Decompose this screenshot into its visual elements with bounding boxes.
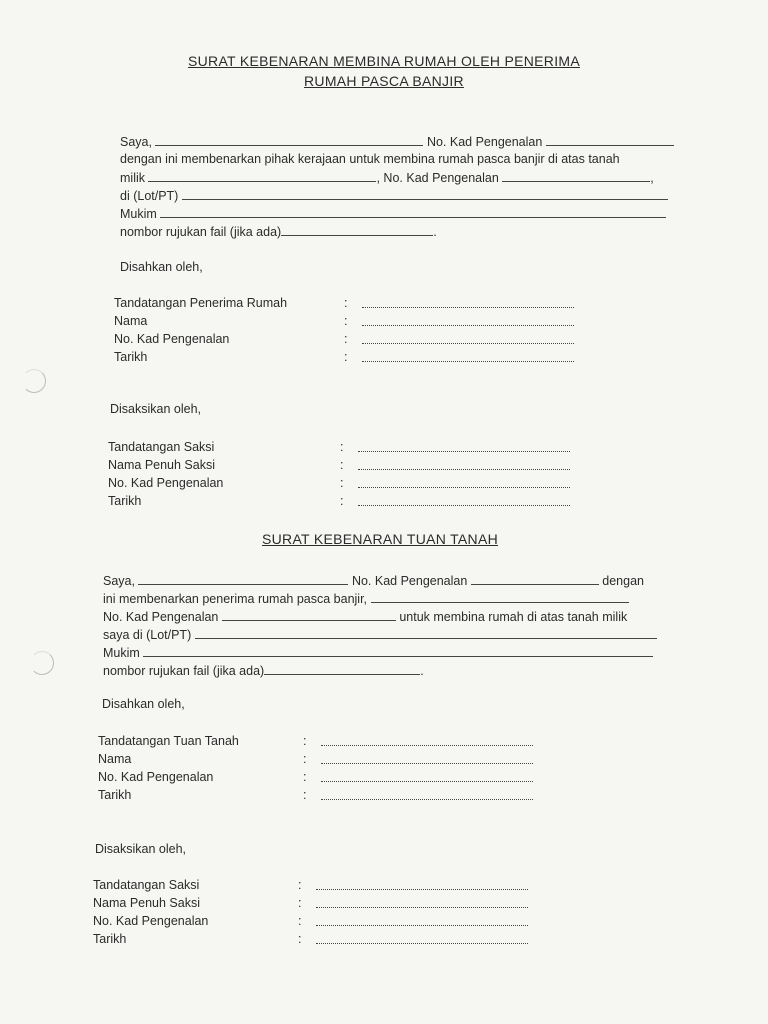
row-label: No. Kad Pengenalan — [93, 914, 209, 928]
rujukan-blank[interactable] — [264, 663, 420, 675]
row-colon: : — [303, 788, 307, 802]
line3-tail: untuk membina rumah di atas tanah milik — [399, 610, 628, 624]
name-blank[interactable] — [155, 134, 423, 146]
recipient-blank[interactable] — [371, 591, 629, 603]
fill-in-field[interactable] — [321, 789, 533, 800]
signature-row — [93, 914, 528, 928]
lot-blank[interactable] — [182, 188, 668, 200]
saya-label: Saya, — [103, 574, 135, 588]
form2-line-mukim — [103, 645, 653, 660]
form2-line-saya — [103, 573, 644, 588]
rujukan-label: nombor rujukan fail (jika ada) — [120, 225, 282, 239]
signature-row — [114, 314, 574, 328]
row-label: Nama — [114, 314, 148, 328]
ic-label-2: No. Kad Pengenalan — [103, 610, 219, 624]
row-label: Tandatangan Penerima Rumah — [114, 296, 288, 310]
comma: , — [650, 171, 654, 185]
rujukan-blank[interactable] — [281, 224, 433, 236]
signature-row — [93, 932, 528, 946]
signature-row — [93, 896, 528, 910]
form1-disaksikan: Disaksikan oleh, — [110, 402, 202, 416]
form1-line-mukim — [120, 206, 666, 221]
mukim-blank[interactable] — [160, 206, 666, 218]
period: . — [433, 225, 437, 239]
fill-in-field[interactable] — [316, 879, 528, 890]
form2-disaksikan: Disaksikan oleh, — [95, 842, 187, 856]
row-colon: : — [298, 932, 302, 946]
row-label: Nama — [98, 752, 132, 766]
signature-row — [108, 440, 570, 454]
row-colon: : — [344, 314, 348, 328]
signature-row — [98, 770, 533, 784]
form1-title-line2: RUMAH PASCA BANJIR — [304, 73, 464, 89]
form2-title: SURAT KEBENARAN TUAN TANAH — [262, 531, 498, 547]
signature-row — [98, 734, 533, 748]
ic-label-2: , No. Kad Pengenalan — [376, 171, 499, 185]
signature-row — [98, 788, 533, 802]
fill-in-field[interactable] — [362, 297, 574, 308]
fill-in-field[interactable] — [316, 915, 528, 926]
row-label: No. Kad Pengenalan — [108, 476, 224, 490]
row-label: Nama Penuh Saksi — [108, 458, 216, 472]
row-label: Tarikh — [93, 932, 127, 946]
ic-label: No. Kad Pengenalan — [351, 574, 468, 588]
signature-row — [98, 752, 533, 766]
row-label: Nama Penuh Saksi — [93, 896, 201, 910]
form1-line-lot — [120, 188, 668, 203]
row-colon: : — [340, 494, 344, 508]
mukim-label: Mukim — [120, 207, 157, 221]
row-label: Tarikh — [108, 494, 142, 508]
signature-row — [114, 296, 574, 310]
row-label: No. Kad Pengenalan — [114, 332, 230, 346]
row-label: Tandatangan Saksi — [108, 440, 215, 454]
form1-line-rujukan — [120, 224, 437, 239]
fill-in-field[interactable] — [316, 897, 528, 908]
row-colon: : — [344, 296, 348, 310]
signature-row — [108, 494, 570, 508]
form1-line-2: dengan ini membenarkan pihak kerajaan untuk membina rumah pasca banjir di atas tanah — [120, 152, 620, 166]
row-colon: : — [298, 896, 302, 910]
owner-ic-blank[interactable] — [502, 170, 650, 182]
form2-line-2 — [103, 591, 629, 606]
form1-line-milik — [120, 170, 654, 185]
fill-in-field[interactable] — [358, 441, 570, 452]
row-colon: : — [303, 734, 307, 748]
period: . — [420, 664, 424, 678]
fill-in-field[interactable] — [362, 315, 574, 326]
lot-blank[interactable] — [195, 627, 657, 639]
fill-in-field[interactable] — [316, 933, 528, 944]
row-label: No. Kad Pengenalan — [98, 770, 214, 784]
fill-in-field[interactable] — [321, 753, 533, 764]
ic-label: No. Kad Pengenalan — [426, 135, 543, 149]
form2-disahkan: Disahkan oleh, — [102, 697, 185, 711]
signature-row — [108, 458, 570, 472]
row-colon: : — [298, 878, 302, 892]
dengan-label: dengan — [602, 574, 644, 588]
form1-disahkan: Disahkan oleh, — [120, 260, 203, 274]
form2-line-rujukan — [103, 663, 424, 678]
fill-in-field[interactable] — [362, 351, 574, 362]
row-colon: : — [303, 752, 307, 766]
form2-line-3 — [103, 609, 627, 624]
row-colon: : — [340, 440, 344, 454]
signature-row — [108, 476, 570, 490]
fill-in-field[interactable] — [321, 735, 533, 746]
row-colon: : — [340, 476, 344, 490]
row-label: Tandatangan Saksi — [93, 878, 200, 892]
form2-line-lot — [103, 627, 657, 642]
owner-blank[interactable] — [148, 170, 376, 182]
mukim-label: Mukim — [103, 646, 140, 660]
row-colon: : — [340, 458, 344, 472]
name-blank[interactable] — [138, 573, 348, 585]
fill-in-field[interactable] — [362, 333, 574, 344]
row-label: Tandatangan Tuan Tanah — [98, 734, 239, 748]
mukim-blank[interactable] — [143, 645, 653, 657]
signature-row — [114, 350, 574, 364]
rujukan-label: nombor rujukan fail (jika ada) — [103, 664, 265, 678]
ic-blank[interactable] — [471, 573, 599, 585]
signature-row — [93, 878, 528, 892]
row-colon: : — [298, 914, 302, 928]
ic-blank[interactable] — [546, 134, 674, 146]
saya-label: Saya, — [120, 135, 152, 149]
row-label: Tarikh — [98, 788, 132, 802]
fill-in-field[interactable] — [358, 459, 570, 470]
recipient-ic-blank[interactable] — [222, 609, 396, 621]
milik-label: milik — [120, 171, 145, 185]
fill-in-field[interactable] — [321, 771, 533, 782]
row-label: Tarikh — [114, 350, 148, 364]
punch-hole-mark — [30, 651, 54, 675]
form1-title-line1: SURAT KEBENARAN MEMBINA RUMAH OLEH PENERIMA — [187, 53, 580, 69]
row-colon: : — [344, 350, 348, 364]
fill-in-field[interactable] — [358, 495, 570, 506]
lot-label: di (Lot/PT) — [120, 189, 179, 203]
row-colon: : — [344, 332, 348, 346]
signature-row — [114, 332, 574, 346]
lot-label: saya di (Lot/PT) — [103, 628, 192, 642]
fill-in-field[interactable] — [358, 477, 570, 488]
punch-hole-mark — [22, 369, 46, 393]
row-colon: : — [303, 770, 307, 784]
form1-line-saya — [120, 134, 674, 149]
line2-text: ini membenarkan penerima rumah pasca banjir, — [103, 592, 368, 606]
